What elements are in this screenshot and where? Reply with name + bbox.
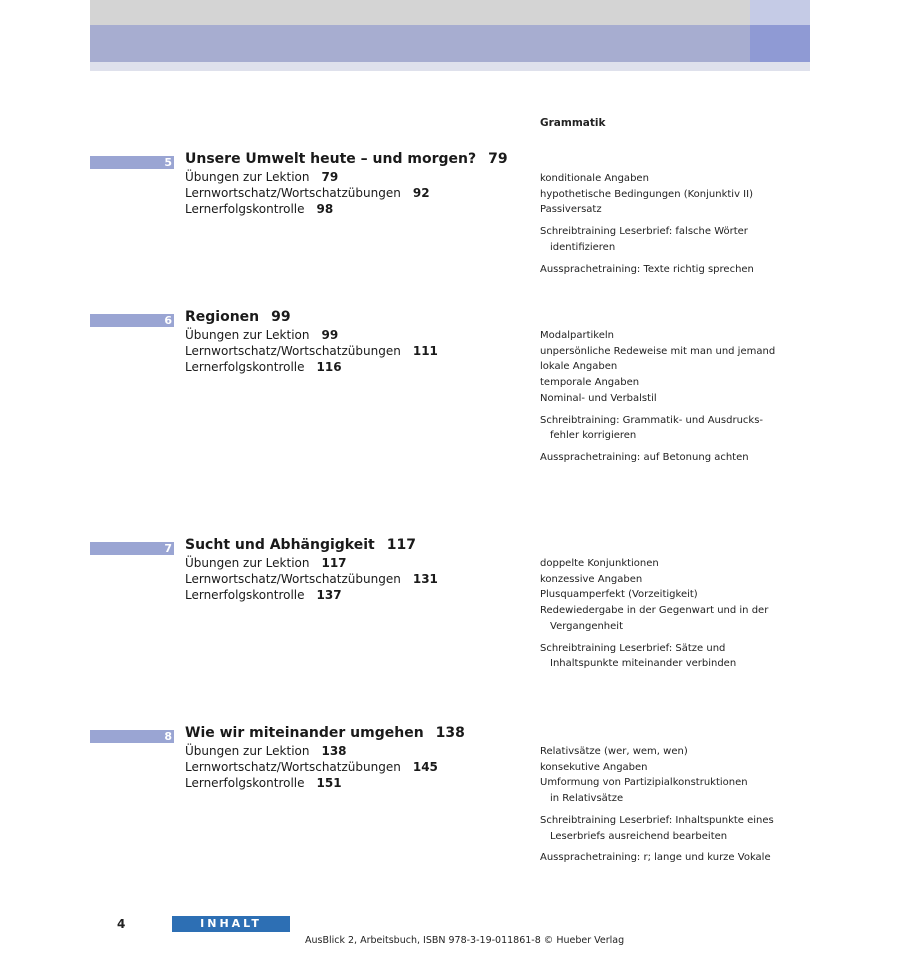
grammar-item: temporale Angaben	[540, 377, 640, 389]
grammar-item: unpersönliche Redeweise mit man und jemand	[540, 345, 776, 357]
grammar-item: Aussprachetraining: auf Betonung achten	[540, 451, 749, 463]
grammar-item: Schreibtraining: Grammatik- und Ausdrucks-	[540, 414, 764, 426]
chapter-title-page: 117	[386, 537, 416, 553]
toc-entry-label: Lernwortschatz/Wortschatzübungen	[185, 572, 401, 586]
toc-entry-page: 92	[412, 186, 430, 200]
chapter-number-bar: 7	[90, 542, 174, 555]
grammar-item: konzessive Angaben	[540, 573, 643, 585]
grammar-item: Umformung von Partizipialkonstruktionen	[540, 777, 748, 789]
toc-entry-label: Übungen zur Lektion	[185, 170, 310, 184]
grammar-item: Passiversatz	[540, 204, 602, 216]
chapter-number-bar: 6	[90, 314, 174, 327]
header-band-top-accent	[750, 0, 810, 25]
grammar-item: fehler korrigieren	[550, 430, 637, 442]
header-band-middle	[90, 25, 810, 62]
chapter-title[interactable]	[185, 151, 508, 167]
toc-entry[interactable]	[185, 776, 342, 790]
toc-entry-page: 117	[321, 556, 347, 570]
toc-entry-page: 131	[412, 572, 438, 586]
toc-entry-label: Lernerfolgskontrolle	[185, 360, 305, 374]
header-band-middle-accent	[750, 25, 810, 62]
grammar-list-chapter-7	[540, 556, 769, 672]
chapter-title[interactable]	[185, 309, 291, 325]
toc-entry-label: Übungen zur Lektion	[185, 744, 310, 758]
toc-entry-label: Lernerfolgskontrolle	[185, 202, 305, 216]
header-band-bottom	[90, 62, 810, 71]
toc-entry-page: 137	[316, 588, 342, 602]
chapter-title-text: Regionen	[185, 309, 260, 325]
toc-entry-label: Lernwortschatz/Wortschatzübungen	[185, 344, 401, 358]
toc-entry-page: 151	[316, 776, 342, 790]
grammar-item: Schreibtraining Leserbrief: Inhaltspunkte eines	[540, 814, 774, 826]
grammar-list-chapter-8	[540, 744, 774, 866]
grammar-item: Schreibtraining Leserbrief: falsche Wörter	[540, 226, 748, 238]
grammar-item: Aussprachetraining: r; lange und kurze Vokale	[540, 852, 771, 864]
section-label-inhalt[interactable]: INHALT	[172, 916, 290, 932]
page-number: 4	[117, 917, 126, 931]
chapter-title-page: 79	[488, 151, 508, 167]
header-band-top	[90, 0, 810, 25]
grammar-item: Inhaltspunkte miteinander verbinden	[550, 658, 737, 670]
toc-entry-page: 145	[412, 760, 438, 774]
grammar-item: konditionale Angaben	[540, 173, 649, 184]
grammar-item: in Relativsätze	[550, 793, 624, 805]
grammar-item: Redewiedergabe in der Gegenwart und in der	[540, 605, 769, 617]
grammar-item: Modalpartikeln	[540, 330, 614, 341]
toc-entry-label: Lernwortschatz/Wortschatzübungen	[185, 760, 401, 774]
chapter-title-text: Wie wir miteinander umgehen	[185, 725, 424, 741]
chapter-title[interactable]	[185, 725, 465, 741]
toc-entry[interactable]	[185, 744, 347, 758]
toc-entry-label: Lernerfolgskontrolle	[185, 588, 305, 602]
toc-entry-page: 138	[321, 744, 347, 758]
grammar-list-chapter-6	[540, 328, 776, 466]
toc-entry[interactable]	[185, 186, 430, 200]
toc-entry-page: 99	[321, 328, 339, 342]
toc-entry[interactable]	[185, 588, 342, 602]
toc-entry[interactable]	[185, 170, 338, 184]
chapter-title-text: Unsere Umwelt heute – und morgen?	[185, 151, 477, 167]
grammar-item: hypothetische Bedingungen (Konjunktiv II)	[540, 188, 753, 200]
grammar-item: identifizieren	[550, 241, 616, 253]
grammar-item: Leserbriefs ausreichend bearbeiten	[550, 830, 728, 842]
toc-entry-page: 116	[316, 360, 342, 374]
chapter-number-bar: 5	[90, 156, 174, 169]
grammar-item: lokale Angaben	[540, 361, 618, 373]
grammar-column-heading: Grammatik	[540, 117, 606, 129]
grammar-item: Plusquamperfekt (Vorzeitigkeit)	[540, 589, 698, 601]
toc-entry-page: 98	[316, 202, 334, 216]
toc-entry[interactable]	[185, 328, 338, 342]
grammar-item: Aussprachetraining: Texte richtig sprechen	[540, 263, 754, 275]
chapter-title-text: Sucht und Abhängigkeit	[185, 537, 375, 553]
grammar-item: Nominal- und Verbalstil	[540, 392, 657, 404]
grammar-list-chapter-5	[540, 171, 760, 277]
chapter-title[interactable]	[185, 537, 416, 553]
toc-entry[interactable]	[185, 572, 438, 586]
grammar-item: Vergangenheit	[550, 620, 623, 632]
toc-entry-label: Übungen zur Lektion	[185, 328, 310, 342]
grammar-item: konsekutive Angaben	[540, 761, 648, 773]
toc-entry-label: Lernerfolgskontrolle	[185, 776, 305, 790]
chapter-title-page: 138	[435, 725, 465, 741]
toc-entry[interactable]	[185, 202, 333, 216]
toc-entry-page: 79	[321, 170, 339, 184]
toc-entry[interactable]	[185, 344, 438, 358]
toc-entry[interactable]	[185, 360, 342, 374]
grammar-item: Relativsätze (wer, wem, wen)	[540, 746, 688, 757]
toc-entry-page: 111	[412, 344, 438, 358]
toc-entry-label: Übungen zur Lektion	[185, 556, 310, 570]
grammar-item: Schreibtraining Leserbrief: Sätze und	[540, 642, 726, 654]
chapter-title-page: 99	[271, 309, 291, 325]
grammar-item: doppelte Konjunktionen	[540, 558, 659, 569]
chapter-number-bar: 8	[90, 730, 174, 743]
copyright-note: AusBlick 2, Arbeitsbuch, ISBN 978-3-19-011861-8 © Hueber Verlag	[305, 935, 625, 946]
toc-entry[interactable]	[185, 760, 438, 774]
toc-entry[interactable]	[185, 556, 347, 570]
toc-entry-label: Lernwortschatz/Wortschatzübungen	[185, 186, 401, 200]
